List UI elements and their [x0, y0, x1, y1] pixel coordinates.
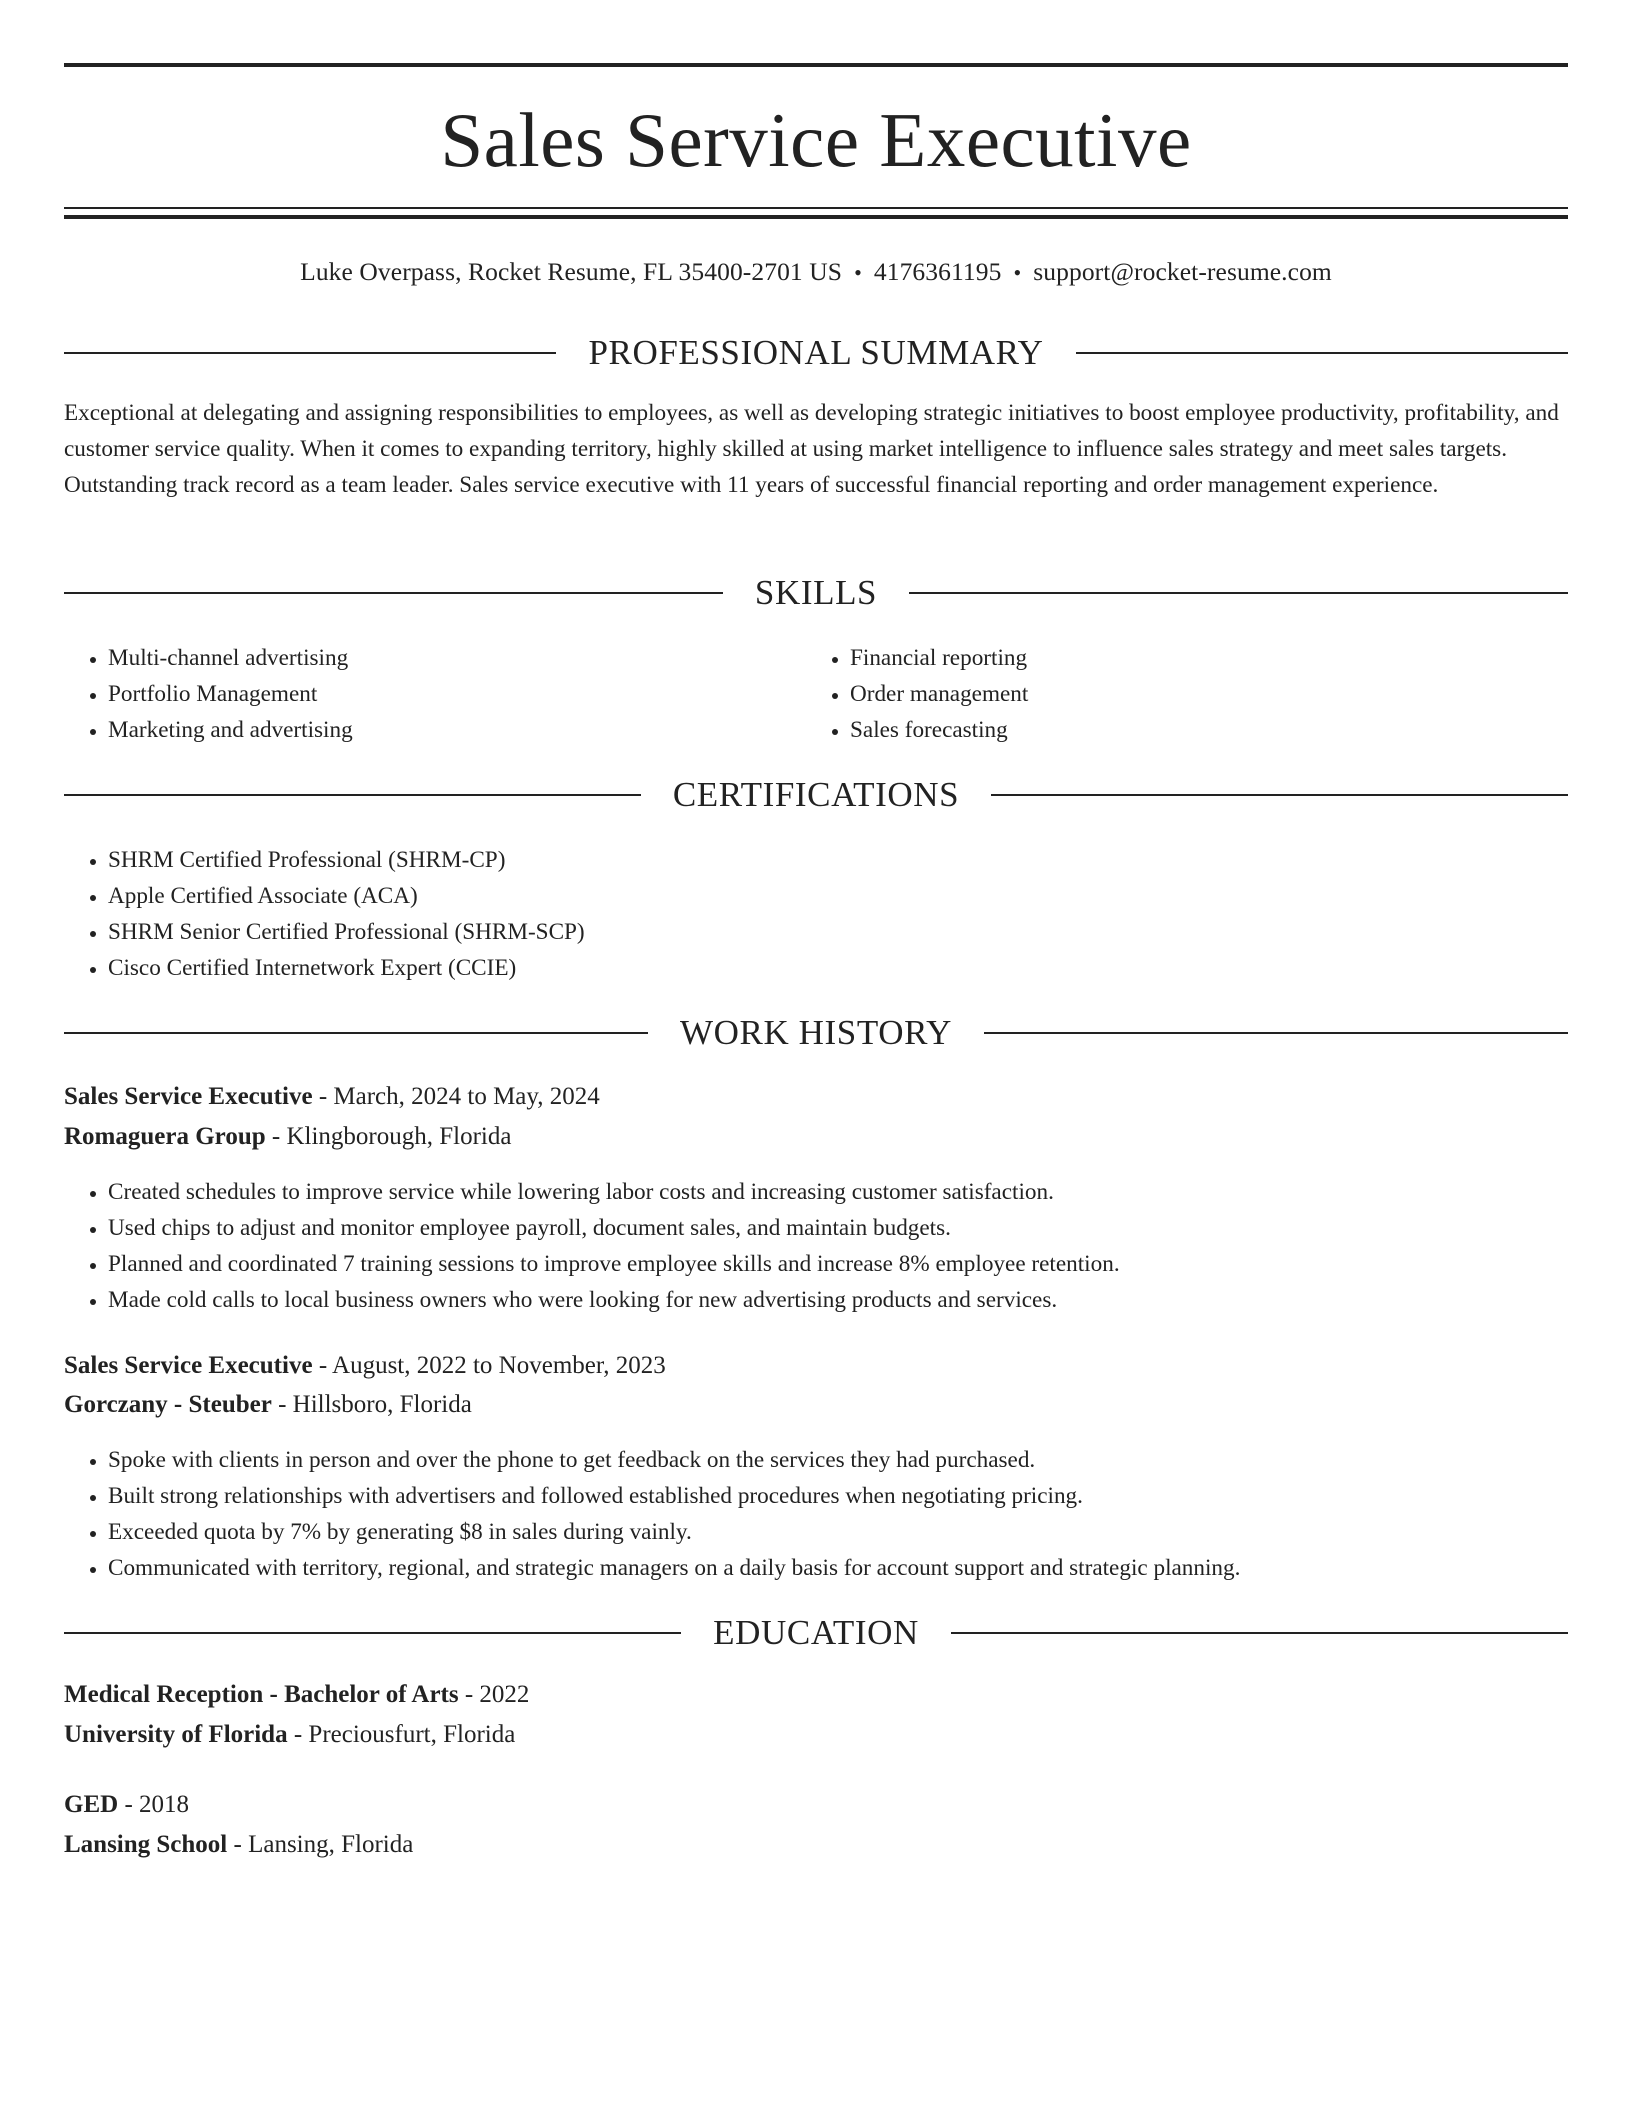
- contact-address: Luke Overpass, Rocket Resume, FL 35400-2701 US: [300, 257, 843, 286]
- job-bullet: • Made cold calls to local business owners who were looking for new advertising products and services.: [108, 1282, 1568, 1318]
- section-heading-work-history: [64, 1010, 1568, 1056]
- skill-item: • Order management: [850, 676, 1550, 712]
- certification-item: • SHRM Certified Professional (SHRM-CP): [108, 842, 1568, 878]
- skill-item: • Sales forecasting: [850, 712, 1550, 748]
- section-title: WORK HISTORY: [680, 1013, 952, 1052]
- skills-list-left: [64, 640, 808, 748]
- certification-item: • Apple Certified Associate (ACA): [108, 878, 1568, 914]
- job-company: Romaguera Group: [64, 1123, 266, 1150]
- section-heading-summary: [64, 330, 1568, 376]
- heading-rule: [64, 592, 723, 594]
- job-location: - Klingborough, Florida: [271, 1123, 512, 1150]
- section-title: PROFESSIONAL SUMMARY: [588, 333, 1044, 372]
- skill-item: • Marketing and advertising: [108, 712, 808, 748]
- section-title: CERTIFICATIONS: [672, 775, 960, 814]
- heading-rule: [984, 1032, 1568, 1034]
- contact-phone: 4176361195: [873, 257, 1002, 286]
- job-title-line: [64, 1079, 1568, 1115]
- education-degree: GED: [64, 1791, 119, 1818]
- education-degree-line: [64, 1677, 1568, 1713]
- heading-rule: [909, 592, 1568, 594]
- top-rule: [64, 63, 1568, 67]
- job-company-line: [64, 1119, 1568, 1155]
- certifications-list: [64, 842, 1568, 986]
- title-double-rule: [64, 207, 1568, 219]
- job-dates: - August, 2022 to November, 2023: [318, 1352, 666, 1379]
- education-year: - 2018: [124, 1791, 190, 1818]
- contact-separator: •: [854, 260, 862, 285]
- job-title-line: [64, 1348, 1568, 1384]
- education-degree: Medical Reception - Bachelor of Arts: [64, 1681, 459, 1708]
- job-bullet: • Exceeded quota by 7% by generating $8 in sales during vainly.: [108, 1514, 1568, 1550]
- contact-separator: •: [1013, 260, 1022, 285]
- job-bullet: • Built strong relationships with advertisers and followed established procedures when negotiating pricing.: [108, 1478, 1568, 1514]
- certification-item: • Cisco Certified Internetwork Expert (CCIE): [108, 950, 1568, 986]
- summary-text: Exceptional at delegating and assigning responsibilities to employees, as well as developing strategic initiatives to boost employee productivity, profitability, and customer service quality. When it comes to expanding territory, highly skilled at using market intelligence to influence sales strategy and meet sales targets. Outstanding track record as a team leader. Sales service executive with 11 years of successful financial reporting and order management experience.: [64, 400, 1559, 498]
- section-title: EDUCATION: [713, 1613, 919, 1652]
- education-location: - Preciousfurt, Florida: [293, 1721, 516, 1748]
- job-bullet: • Communicated with territory, regional, and strategic managers on a daily basis for account support and strategic planning.: [108, 1550, 1568, 1586]
- job-title: Sales Service Executive: [64, 1083, 313, 1110]
- education-school-line: [64, 1827, 1568, 1863]
- heading-rule: [991, 794, 1568, 796]
- heading-rule: [951, 1632, 1568, 1634]
- education-degree-line: [64, 1787, 1568, 1823]
- education-school: Lansing School: [64, 1831, 228, 1858]
- job-bullet: • Planned and coordinated 7 training sessions to improve employee skills and increase 8% employee retention.: [108, 1246, 1568, 1282]
- job-dates: - March, 2024 to May, 2024: [318, 1083, 600, 1110]
- skill-item: • Multi-channel advertising: [108, 640, 808, 676]
- heading-rule: [64, 1032, 648, 1034]
- education-school: University of Florida: [64, 1721, 288, 1748]
- heading-rule: [64, 1632, 681, 1634]
- job-bullets: [64, 1442, 1568, 1586]
- heading-rule: [1076, 352, 1568, 354]
- section-heading-certifications: [64, 772, 1568, 818]
- education-year: - 2022: [464, 1681, 530, 1708]
- heading-rule: [64, 794, 641, 796]
- contact-line: [64, 254, 1568, 291]
- section-heading-education: [64, 1610, 1568, 1656]
- skill-item: • Portfolio Management: [108, 676, 808, 712]
- certification-item: • SHRM Senior Certified Professional (SHRM-SCP): [108, 914, 1568, 950]
- heading-rule: [64, 352, 556, 354]
- skills-list-right: [806, 640, 1550, 748]
- job-title: Sales Service Executive: [64, 1352, 313, 1379]
- skill-item: • Financial reporting: [850, 640, 1550, 676]
- section-heading-skills: [64, 570, 1568, 616]
- education-location: - Lansing, Florida: [233, 1831, 414, 1858]
- education-school-line: [64, 1717, 1568, 1753]
- contact-email: support@rocket-resume.com: [1033, 257, 1332, 286]
- job-bullet: • Spoke with clients in person and over the phone to get feedback on the services they had purchased.: [108, 1442, 1568, 1478]
- job-bullet: • Created schedules to improve service while lowering labor costs and increasing customer satisfaction.: [108, 1174, 1568, 1210]
- job-location: - Hillsboro, Florida: [278, 1391, 472, 1418]
- job-company-line: [64, 1387, 1568, 1423]
- job-bullet: • Used chips to adjust and monitor employee payroll, document sales, and maintain budgets.: [108, 1210, 1568, 1246]
- job-bullets: [64, 1174, 1568, 1318]
- resume-title: Sales Service Executive: [440, 97, 1192, 183]
- job-company: Gorczany - Steuber: [64, 1391, 272, 1418]
- section-title: SKILLS: [754, 573, 878, 612]
